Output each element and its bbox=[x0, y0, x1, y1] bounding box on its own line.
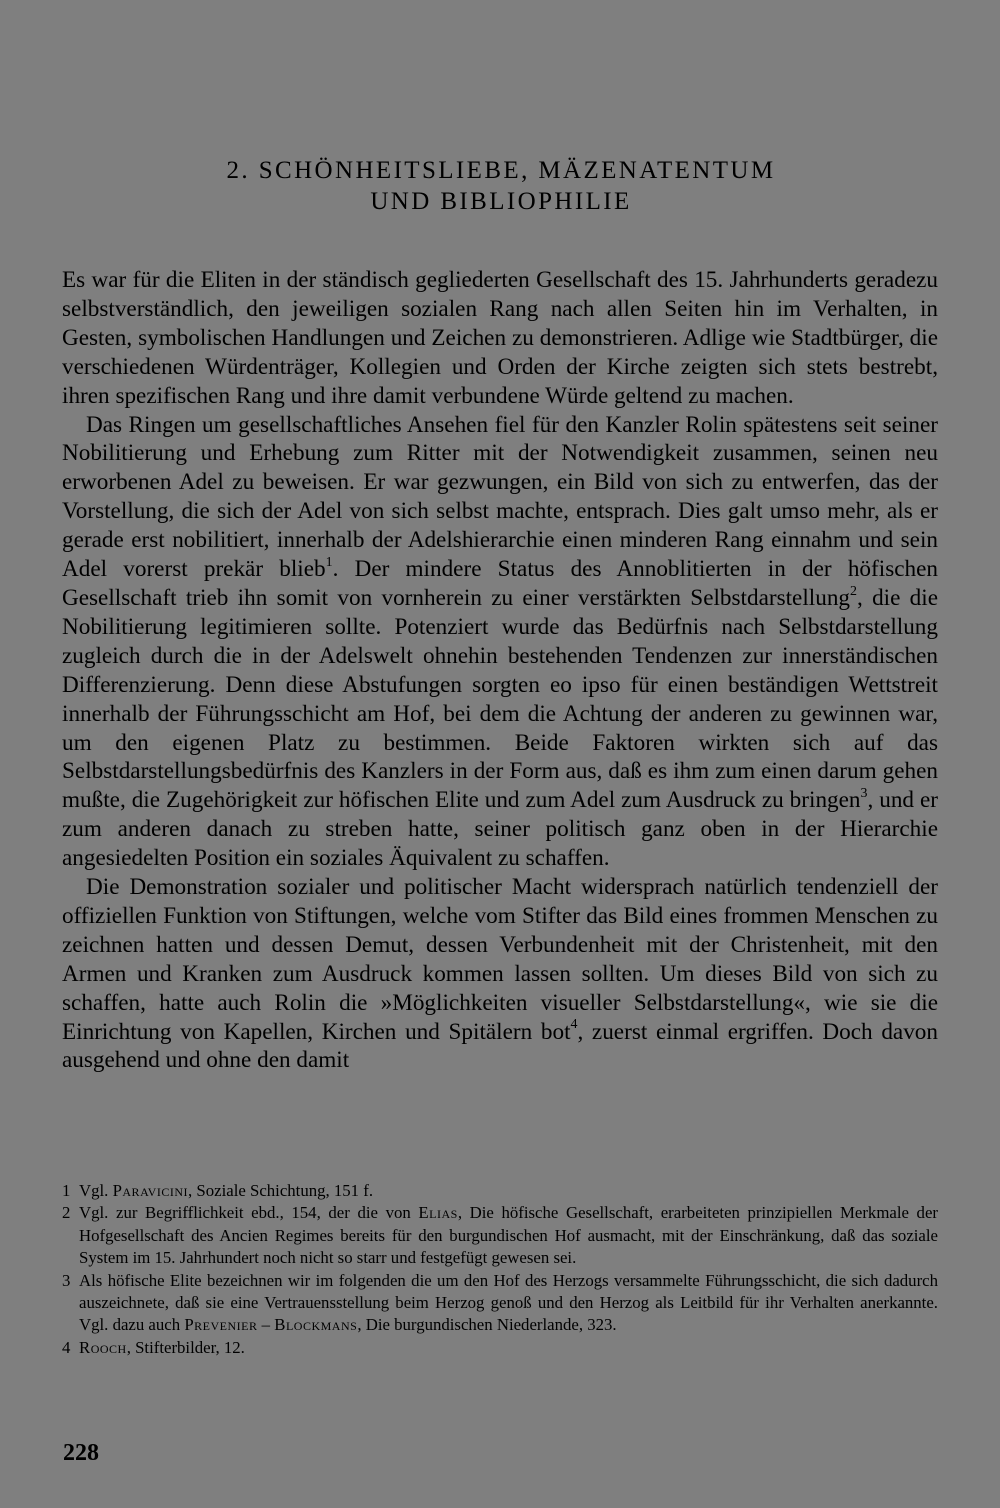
text-run: Vgl. zur Begrifflichkeit ebd., 154, der die von bbox=[79, 1203, 419, 1223]
footnote-reference: 4 bbox=[570, 1017, 578, 1033]
author-name: Paravicini bbox=[112, 1181, 189, 1200]
text-run: Das Ringen um gesellschaftliches Ansehen fiel für den Kanzler Rolin spätestens seit seiner Nobilitierung und Erhebung zum Ritter mit der Notwendigkeit zusammen, seinen neu erworbenen Adel zu beweisen. Er war gezwungen, ein Bild von sich zu entwerfen, das der Vorstellung, die sich der Adel von sich selbst machte, entsprach. Dies galt umso mehr, als er gerade erst nobilitiert, innerhalb der Adelshierarchie einen minderen Rang einnahm und sein Adel vorerst prekär blieb bbox=[62, 411, 938, 583]
text-run: , Soziale Schichtung, 151 f. bbox=[188, 1181, 374, 1200]
footnote bbox=[62, 1202, 938, 1269]
footnote-text bbox=[79, 1180, 938, 1202]
page-number: 228 bbox=[63, 1440, 99, 1466]
footnote-number: 2 bbox=[62, 1203, 71, 1223]
footnote-number: 3 bbox=[62, 1270, 71, 1290]
footnote bbox=[62, 1337, 938, 1359]
footnote-text bbox=[79, 1270, 938, 1337]
footnote-text bbox=[79, 1202, 938, 1269]
text-run: , Die höfische Gesellschaft, erarbeiteten prinzipiellen Merkmale der Hofgesellschaft des Ancien Regimes bereits für den burgundischen Hof ausmacht, mit der Einschränkung, daß das soziale System im 15. Jahrhundert noch nicht so starr und festgefügt gewesen sei. bbox=[79, 1203, 938, 1268]
footnote-reference: 3 bbox=[860, 786, 868, 802]
text-run: Es war für die Eliten in der ständisch gegliederten Gesellschaft des 15. Jahrhunderts geradezu selbstverständlich, den jeweiligen sozialen Rang nach allen Seiten hin im Verhalten, in Gesten, symbolischen Handlungen und Zeichen zu demonstrieren. Adlige wie Stadtbürger, die verschiedenen Würdenträger, Kollegien und Orden der Kirche zeigten sich stets bestrebt, ihren spezifischen Rang und ihre damit verbundene Würde geltend zu machen. bbox=[62, 267, 938, 409]
text-run: , die die Nobilitierung legitimieren sollte. Potenziert wurde das Bedürfnis nach Selbstdarstellung zugleich durch die in der Adelswelt ohnehin bestehenden Tendenzen zur innerständischen Differenzierung. Denn diese Abstufungen sorgten eo ipso für einen beständigen Wettstreit innerhalb der Führungsschicht am Hof, bei dem die Achtung der anderen zu gewinnen war, um den eigenen Platz zu bestimmen. Beide Faktoren wirkten sich auf das Selbstdarstellungsbedürfnis des Kanzlers in der Form aus, daß es ihm zum einen darum gehen mußte, die Zugehörigkeit zur höfischen Elite und zum Adel zum Ausdruck zu bringen bbox=[62, 584, 939, 814]
text-run: Die Demonstration sozialer und politischer Macht widersprach natürlich tendenziell der offiziellen Funktion von Stiftungen, welche vom Stifter das Bild eines frommen Menschen zu zeichnen hatten und dessen Demut, dessen Verbundenheit mit der Christenheit, mit den Armen und Kranken zum Ausdruck kommen lassen sollten. Um dieses Bild von sich zu schaffen, hatte auch Rolin die »Möglichkeiten visueller Selbstdarstellung«, wie sie die Einrichtung von Kapellen, Kirchen und Spitälern bot bbox=[62, 874, 938, 1045]
paragraph bbox=[62, 266, 938, 411]
paragraph bbox=[62, 411, 938, 874]
chapter-heading-line-2: UND BIBLIOPHILIE bbox=[370, 188, 632, 215]
footnote-reference: 1 bbox=[325, 554, 333, 570]
text-run: , Stifterbilder, 12. bbox=[126, 1337, 245, 1357]
footnote bbox=[62, 1270, 938, 1337]
text-run: , Die burgundischen Niederlande, 323. bbox=[357, 1315, 617, 1335]
footnote-text bbox=[79, 1337, 938, 1359]
footnotes bbox=[62, 1180, 938, 1359]
text-run: , zuerst einmal ergriffen. Doch davon ausgehend und ohne den damit bbox=[62, 1018, 938, 1074]
author-name: Rooch bbox=[79, 1337, 127, 1357]
body-text bbox=[62, 266, 938, 1075]
author-name: Elias bbox=[418, 1203, 458, 1223]
author-name: Prevenier bbox=[184, 1315, 258, 1335]
footnote-number: 4 bbox=[62, 1337, 71, 1357]
footnote-reference: 2 bbox=[850, 583, 857, 599]
footnote-number: 1 bbox=[62, 1181, 71, 1200]
chapter-heading bbox=[0, 155, 1000, 217]
text-run: Vgl. bbox=[79, 1181, 113, 1200]
text-run: – bbox=[257, 1315, 275, 1335]
paragraph bbox=[62, 873, 938, 1075]
chapter-heading-line-1: 2. SCHÖNHEITSLIEBE, MÄZENATENTUM bbox=[226, 157, 776, 184]
text-run: . Der mindere Status des Annoblitierten in der höfischen Gesellschaft trieb ihn somit von vornherein zu einer verstärkten Selbstdarstellung bbox=[62, 556, 938, 611]
text-run: , und er zum anderen danach zu streben hatte, seiner politisch ganz oben in der Hierarchie angesiedelten Position ein soziales Äquivalent zu schaffen. bbox=[62, 787, 938, 872]
footnote bbox=[62, 1180, 938, 1202]
text-run: Als höfische Elite bezeichnen wir im folgenden die um den Hof des Herzogs versammelte Führungsschicht, die sich dadurch auszeichnete, daß sie eine Vertrauensstellung beim Herzog genoß und den Herzog als Leitbild für ihr Verhalten anerkannte. Vgl. dazu auch bbox=[79, 1270, 938, 1335]
author-name: Blockmans bbox=[274, 1315, 358, 1335]
